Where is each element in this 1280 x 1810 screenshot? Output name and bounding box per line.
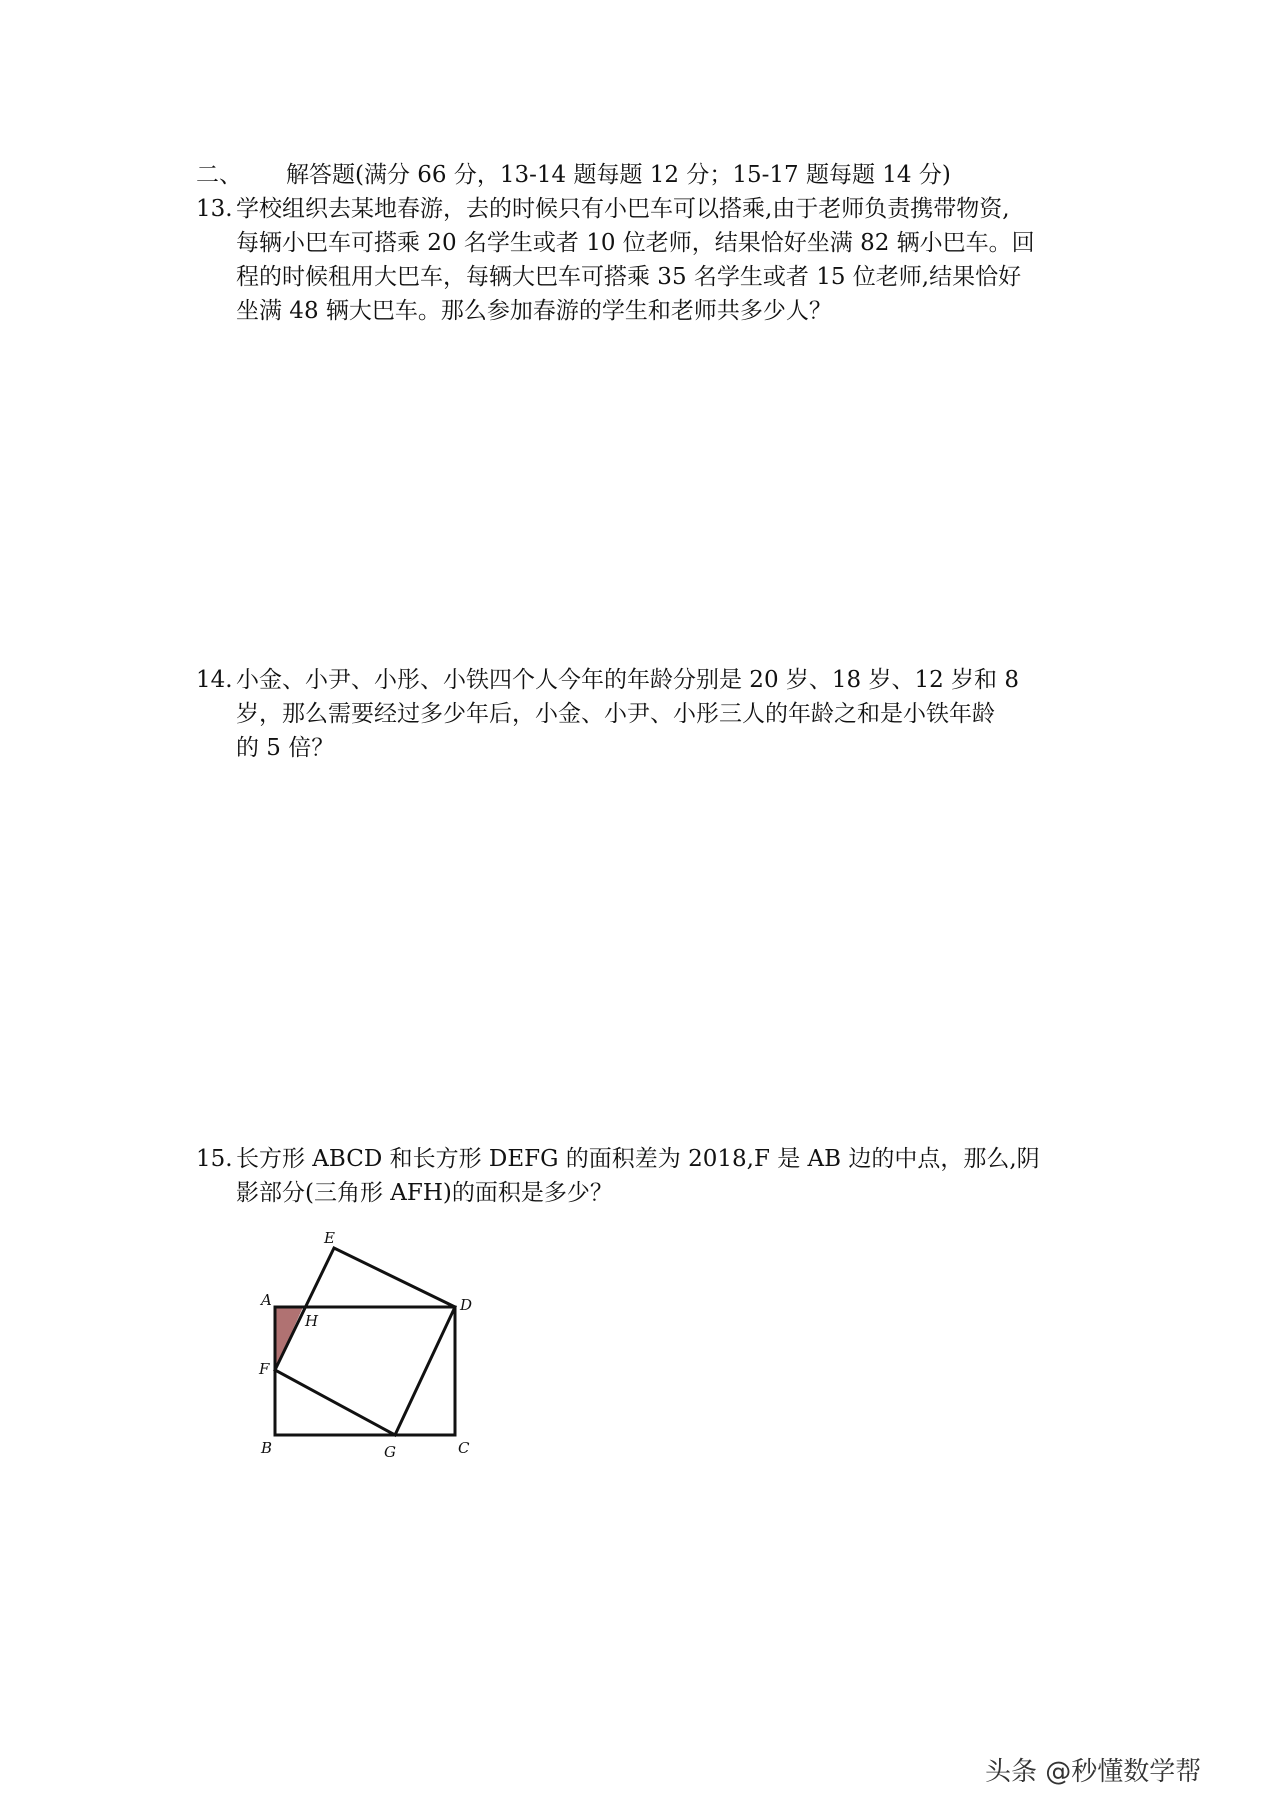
- question-number: 15.: [196, 1146, 233, 1172]
- question-text-line: 坐满 48 辆大巴车。那么参加春游的学生和老师共多少人？: [236, 298, 832, 324]
- question-13: [196, 192, 1096, 328]
- question-text-line: 小金、小尹、小彤、小铁四个人今年的年龄分别是 20 岁、18 岁、12 岁和 8: [236, 667, 1019, 693]
- question-text-line: 长方形 ABCD 和长方形 DEFG 的面积差为 2018,F 是 AB 边的中点，那么,阴: [236, 1146, 1040, 1172]
- question-number: 14.: [196, 667, 233, 693]
- label-a: A: [261, 1291, 272, 1309]
- question-text-line: 的 5 倍？: [236, 735, 335, 761]
- rectangle-defg: [275, 1248, 455, 1435]
- label-h: H: [305, 1312, 319, 1330]
- section-number: 二、: [196, 162, 242, 188]
- rectangles-diagram: [250, 1210, 490, 1461]
- label-d: D: [460, 1296, 473, 1314]
- section-title: 解答题(满分 66 分，13-14 题每题 12 分；15-17 题每题 14 分): [286, 162, 951, 188]
- label-b: B: [261, 1439, 273, 1457]
- section-heading: [196, 158, 1096, 192]
- question-text-line: 程的时候租用大巴车，每辆大巴车可搭乘 35 名学生或者 15 位老师,结果恰好: [236, 264, 1022, 290]
- label-e: E: [324, 1229, 335, 1247]
- question-14: [196, 663, 1096, 765]
- watermark: 头条 @秒懂数学帮: [985, 1757, 1202, 1787]
- question-text-line: 每辆小巴车可搭乘 20 名学生或者 10 位老师，结果恰好坐满 82 辆小巴车。回: [236, 230, 1035, 256]
- question-15: [196, 1142, 1096, 1210]
- question-text-line: 学校组织去某地春游，去的时候只有小巴车可以搭乘,由于老师负责携带物资,: [236, 196, 1010, 222]
- question-text-line: 岁，那么需要经过多少年后，小金、小尹、小彤三人的年龄之和是小铁年龄: [236, 701, 995, 727]
- question-text-line: 影部分(三角形 AFH)的面积是多少？: [236, 1180, 613, 1206]
- geometry-figure: [250, 1210, 490, 1461]
- question-number: 13.: [196, 196, 233, 222]
- rectangle-abcd: [275, 1307, 455, 1435]
- label-f: F: [259, 1360, 270, 1378]
- label-g: G: [384, 1443, 396, 1461]
- label-c: C: [458, 1439, 470, 1457]
